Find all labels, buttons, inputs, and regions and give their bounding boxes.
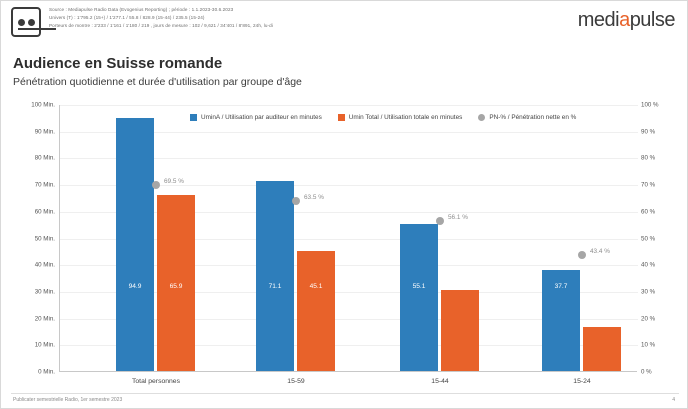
y-tick-right: 100 % — [641, 101, 659, 109]
y-tick-right: 60 % — [641, 208, 656, 216]
y-tick-right: 0 % — [641, 368, 652, 376]
pn-marker-icon[interactable] — [292, 197, 300, 205]
y-tick-left: 80 Min. — [34, 154, 55, 162]
footer-divider — [11, 393, 679, 394]
pn-value-label: 69.5 % — [164, 178, 184, 186]
y-tick-left: 30 Min. — [34, 288, 55, 296]
y-tick-right: 50 % — [641, 235, 656, 242]
x-axis-category-label: 15-44 — [431, 378, 449, 385]
bar-group — [400, 104, 480, 385]
bar-value-label: 45.1 — [309, 283, 323, 290]
pn-marker-icon[interactable] — [152, 181, 160, 189]
legend-swatch-icon — [338, 114, 345, 121]
legend-label: PN-% / Pénétration nette en % — [489, 114, 577, 121]
footer-note: Publicater semestrielle Radio, 1er semestre 2023 — [13, 397, 123, 403]
bar-umina[interactable] — [256, 181, 294, 371]
bar-umina[interactable] — [400, 224, 438, 371]
pn-value-label: 63.5 % — [304, 194, 324, 202]
bar-group — [542, 104, 622, 385]
pn-marker-icon[interactable] — [436, 217, 444, 225]
y-tick-right: 10 % — [641, 341, 656, 349]
bar-value-label: 16.4 — [595, 283, 609, 291]
bar-umin-total[interactable] — [297, 251, 335, 371]
bar-umin-total[interactable] — [157, 195, 195, 371]
y-tick-right: 70 % — [641, 181, 656, 189]
chart-legend — [190, 114, 576, 121]
page-number: 4 — [672, 397, 675, 403]
bar-group — [256, 104, 336, 385]
y-tick-right: 30 % — [641, 288, 656, 296]
source-note — [49, 6, 273, 31]
bar-value-label: 71.1 — [268, 283, 282, 290]
brand-text-left: medi — [577, 9, 620, 31]
page-title: Audience en Suisse romande — [13, 55, 223, 72]
plot-area — [59, 105, 637, 385]
y-tick-left: 100 Min. — [31, 101, 55, 109]
page-subtitle: Pénétration quotidienne et durée d'utilisation par groupe d'âge — [13, 76, 302, 88]
brand-text-right: pulse — [629, 9, 675, 31]
y-tick-right: 80 % — [641, 154, 656, 162]
x-axis-category-label: 15-24 — [573, 378, 591, 385]
x-axis-category-label: Total personnes — [132, 378, 180, 385]
y-tick-left: 90 Min. — [34, 128, 55, 136]
bar-value-label: 55.1 — [412, 283, 426, 290]
slide-header — [1, 1, 688, 47]
source-line-1: Source : Mediapulse Radio Data (Evogenius Reporting) ; période : 1.1.2023-30.6.2023 — [49, 7, 234, 12]
brand-text-mark: a — [619, 9, 630, 31]
legend-label: Umin Total / Utilisation totale en minutes — [348, 114, 463, 121]
y-tick-left: 40 Min. — [34, 261, 55, 269]
y-tick-left: 10 Min. — [34, 341, 55, 349]
radio-box-icon — [11, 7, 41, 37]
y-tick-left: 60 Min. — [34, 208, 55, 216]
bar-umin-total[interactable] — [441, 283, 479, 371]
source-line-2: Univers (T) : 1'795.2 (15+) / 1'277.1 / 55.8 / 828.9 (15-44) / 235.5 (15-24) — [49, 15, 205, 21]
bar-value-label: 30.4 — [453, 283, 467, 291]
pn-marker-icon[interactable] — [578, 251, 586, 259]
bar-value-label: 37.7 — [554, 283, 568, 290]
bar-group — [116, 104, 196, 385]
y-tick-left: 50 Min. — [34, 235, 55, 242]
y-tick-left: 70 Min. — [34, 181, 55, 189]
pn-value-label: 43.4 % — [590, 248, 610, 256]
y-tick-left: 0 Min. — [38, 368, 55, 376]
bar-umina[interactable] — [116, 118, 154, 371]
x-axis-category-label: 15-59 — [287, 378, 305, 385]
pn-value-label: 56.1 % — [448, 214, 468, 222]
y-tick-right: 20 % — [641, 315, 656, 323]
bar-value-label: 94.9 — [128, 283, 142, 290]
y-tick-right: 90 % — [641, 128, 656, 136]
legend-label: UminA / Utilisation par auditeur en minutes — [201, 114, 322, 121]
y-tick-right: 40 % — [641, 261, 656, 269]
y-tick-left: 20 Min. — [34, 315, 55, 323]
source-line-3: Porteurs de montre : 2'233 / 1'161 / 1'180 / 219 , jours de mesure : 102 / 9,621 / 34'401 / 8'891, 24h, lu-di — [49, 23, 273, 29]
mediapulse-logo — [578, 9, 675, 32]
bar-umin-total[interactable] — [583, 283, 621, 371]
bar-value-label: 65.9 — [169, 283, 183, 290]
chart — [15, 101, 675, 386]
bar-umina[interactable] — [542, 270, 580, 371]
